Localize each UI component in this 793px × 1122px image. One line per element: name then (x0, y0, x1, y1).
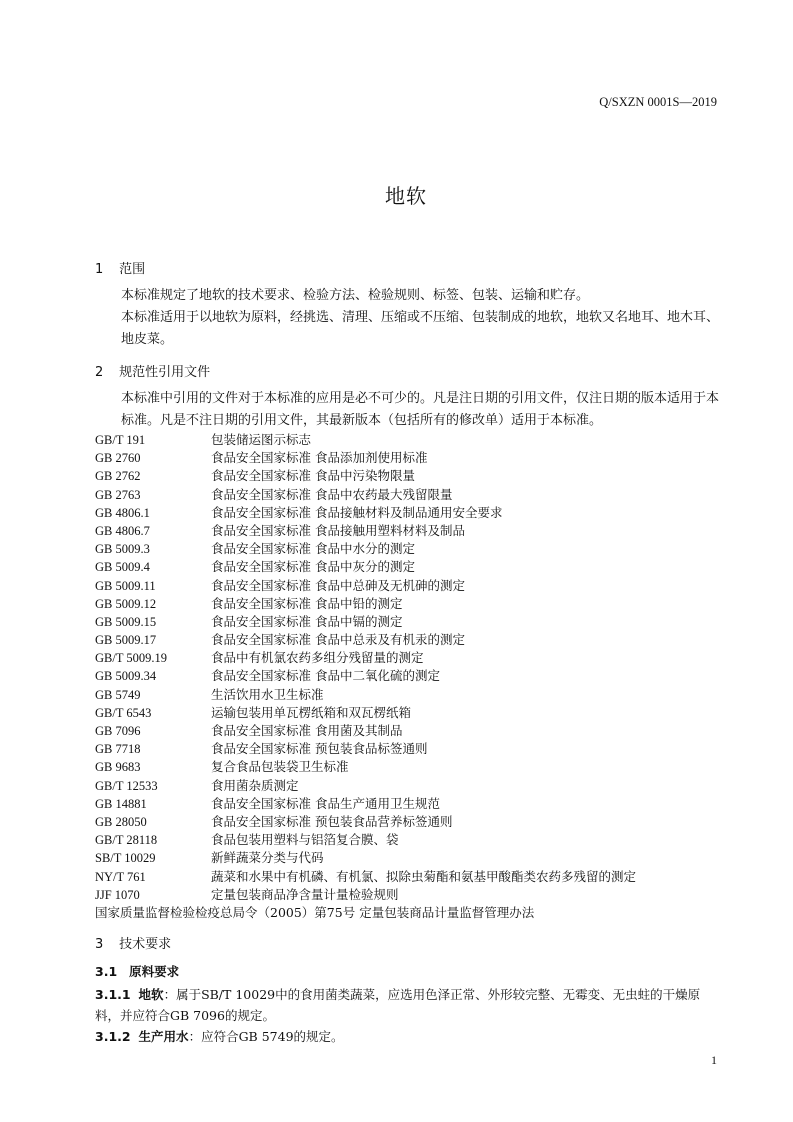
reference-code: SB/T 10029 (95, 851, 156, 866)
reference-title: 食品安全国家标准 食品中镉的测定 (211, 613, 403, 629)
item-label: 生产用水 (138, 1029, 189, 1044)
reference-code: GB 4806.1 (95, 505, 150, 520)
reference-code: JJF 1070 (95, 887, 140, 902)
reference-code: NY/T 761 (95, 869, 146, 884)
reference-code: GB 14881 (95, 796, 147, 811)
reference-code: GB 5009.34 (95, 669, 157, 684)
reference-code: GB 9683 (95, 760, 141, 775)
reference-code: GB/T 191 (95, 433, 146, 447)
item-label: 地软 (138, 987, 164, 1002)
item-text: ：属于SB/T 10029中的食用菌类蔬菜，应选用色泽正常、外形较完整、无霉变、无虫蛀的干燥原料，并应符合GB 7096的规定。 (95, 987, 701, 1023)
reference-code: GB 5009.4 (95, 560, 150, 575)
reference-row (95, 613, 735, 631)
section-2-heading (95, 361, 210, 380)
reference-title: 食用菌杂质测定 (211, 777, 299, 793)
reference-row (95, 831, 735, 849)
section-title: 规范性引用文件 (119, 365, 211, 380)
reference-code: GB/T 6543 (95, 705, 152, 720)
reference-row (95, 431, 735, 449)
reference-code: GB 4806.7 (95, 523, 150, 538)
reference-row (95, 449, 735, 467)
subsection-3-1-heading (95, 962, 179, 980)
reference-title: 食品安全国家标准 食品添加剂使用标准 (211, 450, 428, 466)
reference-title: 食品安全国家标准 食品中总砷及无机砷的测定 (211, 577, 465, 593)
reference-row (95, 758, 735, 776)
section-title: 范围 (119, 262, 146, 277)
reference-title: 食品安全国家标准 食品中铅的测定 (211, 595, 403, 611)
reference-title: 食品安全国家标准 食品接触材料及制品通用安全要求 (211, 504, 503, 520)
section-1-heading (95, 258, 145, 277)
page-title: 地软 (385, 184, 427, 208)
section-number: 2 (95, 365, 104, 380)
section-number: 1 (95, 262, 104, 277)
item-text: ：应符合GB 5749的规定。 (188, 1029, 344, 1044)
reference-code: GB 2760 (95, 451, 141, 466)
reference-code: GB 5009.3 (95, 542, 150, 557)
item-number: 3.1.1 (95, 987, 131, 1002)
reference-code: GB 5749 (95, 687, 141, 702)
reference-title: 食品安全国家标准 食品接触用塑料材料及制品 (211, 522, 465, 538)
reference-title: 定量包装商品净含量计量检验规则 (211, 886, 399, 902)
document-number: Q/SXZN 0001S—2019 (599, 95, 717, 109)
reference-row (95, 686, 735, 704)
paragraph-text: 本标准适用于以地软为原料，经挑选、清理、压缩或不压缩、包装制成的地软，地软又名地耳、地木耳、地皮菜。 (121, 310, 720, 347)
reference-title: 食品安全国家标准 食品中二氧化硫的测定 (211, 668, 440, 684)
reference-title: 食品中有机氯农药多组分残留量的测定 (211, 650, 424, 666)
reference-code: GB 7718 (95, 742, 141, 757)
reference-title: 蔬菜和水果中有机磷、有机氯、拟除虫菊酯和氨基甲酸酯类农药多残留的测定 (211, 868, 637, 884)
reference-title: 食品安全国家标准 食品中农药最大残留限量 (211, 486, 453, 502)
section-3-heading (95, 933, 171, 952)
reference-code: GB/T 12533 (95, 778, 158, 793)
reference-title: 食品安全国家标准 食品中水分的测定 (211, 541, 415, 557)
reference-code: GB/T 28118 (95, 833, 158, 848)
reference-row (95, 522, 735, 540)
item-3-1-2 (95, 1027, 344, 1045)
section-number: 3 (95, 937, 104, 952)
reference-code: GB/T 5009.19 (95, 651, 167, 666)
reference-title: 食品安全国家标准 食品生产通用卫生规范 (211, 795, 440, 811)
reference-list (95, 431, 735, 904)
reference-row (95, 740, 735, 758)
reference-row (95, 886, 735, 904)
reference-row (95, 777, 735, 795)
section-1-paragraph-1 (95, 285, 720, 307)
reference-code: GB 28050 (95, 814, 147, 829)
section-title: 技术要求 (119, 937, 172, 952)
paragraph-text: 本标准中引用的文件对于本标准的应用是必不可少的。凡是注日期的引用文件，仅注日期的版本适用于本标准。凡是不注日期的引用文件，其最新版本（包括所有的修改单）适用于本标准。 (121, 391, 720, 428)
reference-row (95, 649, 735, 667)
reference-code: GB 5009.15 (95, 614, 157, 629)
item-3-1-1 (95, 984, 720, 1026)
reference-title: 食品安全国家标准 食品中污染物限量 (211, 468, 415, 484)
reference-title: 食品包装用塑料与铝箔复合膜、袋 (211, 832, 399, 848)
reference-row (95, 631, 735, 649)
reference-title: 运输包装用单瓦楞纸箱和双瓦楞纸箱 (211, 704, 412, 720)
reference-row (95, 467, 735, 485)
section-1-paragraph-2 (95, 307, 720, 351)
reference-title: 包装储运图示标志 (211, 432, 312, 447)
section-2-paragraph-1 (95, 388, 720, 432)
subsection-number: 3.1 (95, 964, 118, 979)
reference-row (95, 722, 735, 740)
reference-code: GB 5009.11 (95, 578, 156, 593)
reference-code: GB 2762 (95, 469, 141, 484)
reference-title: 复合食品包装袋卫生标准 (211, 759, 349, 775)
reference-row (95, 540, 735, 558)
item-number: 3.1.2 (95, 1029, 131, 1044)
reference-row (95, 486, 735, 504)
reference-row (95, 504, 735, 522)
reference-code: GB 2763 (95, 487, 141, 502)
reference-title: 食品安全国家标准 食品中总汞及有机汞的测定 (211, 632, 465, 648)
decree-reference: 国家质量监督检验检疫总局令（2005）第75号 定量包装商品计量监督管理办法 (95, 905, 535, 920)
reference-code: GB 5009.12 (95, 596, 157, 611)
reference-row (95, 868, 735, 886)
reference-code: GB 5009.17 (95, 633, 157, 648)
reference-row (95, 667, 735, 685)
reference-title: 食品安全国家标准 食品中灰分的测定 (211, 559, 415, 575)
reference-title: 生活饮用水卫生标准 (211, 686, 324, 702)
reference-title: 食品安全国家标准 预包装食品标签通则 (211, 741, 428, 757)
reference-row (95, 795, 735, 813)
reference-row (95, 595, 735, 613)
reference-code: GB 7096 (95, 724, 141, 738)
paragraph-text: 本标准规定了地软的技术要求、检验方法、检验规则、标签、包装、运输和贮存。 (121, 288, 590, 303)
reference-title: 新鲜蔬菜分类与代码 (211, 850, 324, 866)
reference-row (95, 558, 735, 576)
reference-row (95, 577, 735, 595)
subsection-title: 原料要求 (129, 964, 180, 979)
reference-row (95, 849, 735, 867)
reference-title: 食品安全国家标准 食用菌及其制品 (211, 723, 403, 738)
reference-row (95, 813, 735, 831)
reference-title: 食品安全国家标准 预包装食品营养标签通则 (211, 813, 453, 829)
reference-row (95, 704, 735, 722)
page-number: 1 (711, 1053, 717, 1067)
